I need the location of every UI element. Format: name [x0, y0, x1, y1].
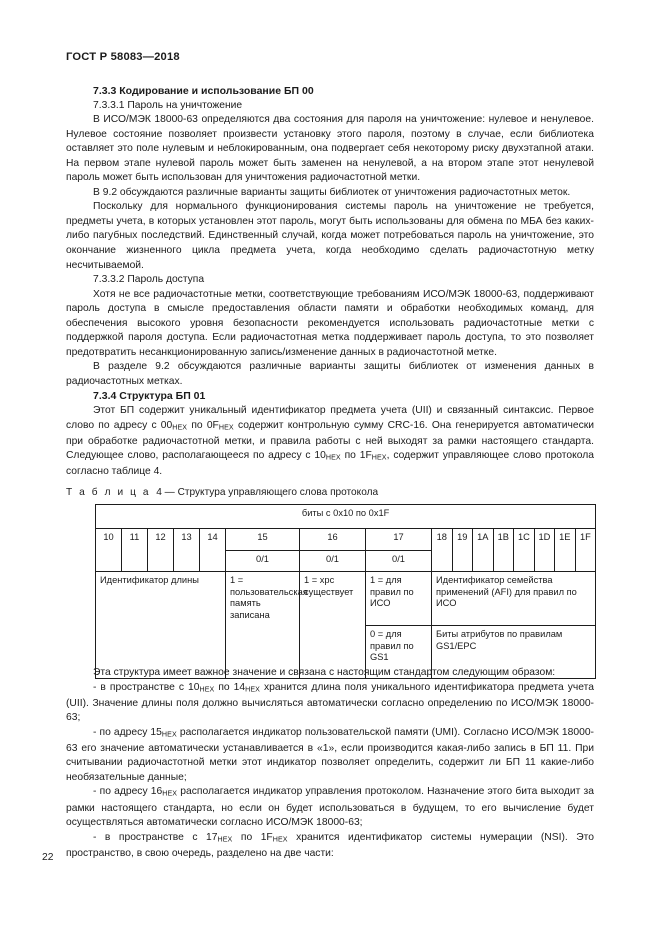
addr-cell-1C: 1C: [514, 529, 535, 572]
hex-subscript: HEX: [371, 453, 387, 462]
hex-subscript: HEX: [217, 835, 233, 844]
bit-value-17: 0/1: [366, 551, 432, 572]
cell-user-memory-written: 1 = пользовательская память записана: [226, 572, 300, 679]
text-run-2: располагается индикатор управления протоколом. Назначение этого бита выходит за рамки настоящего стандарта, но если он будет использоваться в будущем, то его вычисление будет осуществляться автоматически согласно ИСО/МЭК 18000-63;: [66, 786, 594, 829]
paragraph-bank-01-structure: [66, 404, 594, 480]
cell-afi-iso: Идентификатор семейства применений (AFI) для правил по ИСО: [432, 572, 596, 626]
text-run-3: хранится длина поля уникального идентификатора предмета учета (UII). Значение длины поля должно вычисляться автоматически согласно определению по ИСО/МЭК 18000-63;: [66, 681, 594, 724]
heading-7-3-4: 7.3.4 Структура БП 01: [93, 390, 206, 403]
addr-cell-18: 18: [432, 529, 453, 572]
text-run-2: по 0F: [187, 419, 219, 431]
text-run-4: по 1F: [340, 450, 372, 462]
table-row: [96, 529, 596, 551]
addr-cell-12: 12: [148, 529, 174, 572]
addr-cell-1F: 1F: [575, 529, 596, 572]
table-row: [96, 572, 596, 626]
hex-subscript: HEX: [162, 790, 178, 799]
cell-xpc-exists: 1 = хрс существует: [300, 572, 366, 679]
table-caption-number: 4: [156, 487, 162, 498]
cell-gs1-epc-attributes: Биты атрибутов по правилам GS1/EPC: [432, 626, 596, 679]
addr-cell-19: 19: [452, 529, 473, 572]
text-run-1: - по адресу 15: [93, 726, 162, 738]
text-run-1: - в пространстве с 10: [93, 681, 200, 693]
paragraph-kill-password-usage: Поскольку для нормального функционирования системы пароль на уничтожение не требуется, предметы учета, в которых установлен этот пароль, могут быть использованы для обмена по МБА без каких-либо пагубных последствий. Единственный случай, когда может потребоваться пароль на уничтожение, это окончание жизненного цикла предмета учета, когда необходимо сделать радиочастотную метку несчитываемой.: [66, 201, 594, 271]
addr-cell-15: 15: [226, 529, 300, 551]
hex-subscript: HEX: [325, 453, 341, 462]
cell-length-identifier: Идентификатор длины: [96, 572, 226, 679]
text-run-1: - по адресу 16: [93, 786, 163, 798]
hex-subscript: HEX: [172, 423, 188, 432]
page-number: 22: [42, 852, 54, 863]
addr-cell-10: 10: [96, 529, 122, 572]
text-run-5: , содержит управляющее слово протокола согласно таблице 4.: [66, 450, 594, 478]
text-run-3: хранится идентификатор системы нумерации (NSI). Это пространство, в свою очередь, разделено на две части:: [66, 831, 594, 859]
addr-cell-1B: 1B: [493, 529, 514, 572]
addr-cell-16: 16: [300, 529, 366, 551]
heading-7-3-3: 7.3.3 Кодирование и использование БП 00: [93, 85, 314, 97]
heading-7-3-3-2: 7.3.3.2 Пароль доступа: [93, 274, 205, 286]
addr-cell-17: 17: [366, 529, 432, 551]
bit-value-15: 0/1: [226, 551, 300, 572]
hex-subscript: HEX: [272, 835, 288, 844]
paragraph-uii-length: [66, 681, 594, 726]
addr-cell-13: 13: [174, 529, 200, 572]
cell-iso-rules: 1 = для правил по ИСО: [366, 572, 432, 626]
hex-subscript: HEX: [245, 685, 260, 694]
addr-cell-11: 11: [122, 529, 148, 572]
bit-value-16: 0/1: [300, 551, 366, 572]
addr-cell-1E: 1E: [555, 529, 576, 572]
page-header: ГОСТ Р 58083—2018: [66, 51, 180, 63]
addr-cell-1D: 1D: [534, 529, 555, 572]
text-run-1: Этот БП содержит уникальный идентификатор предмета учета (UII) и связанный синтаксис. Первое слово по адресу с 00: [66, 405, 594, 431]
header-bit-range: биты с 0x10 по 0x1F: [96, 505, 596, 529]
text-run-1: - в пространстве с 17: [93, 831, 218, 843]
text-run-2: располагается индикатор пользовательской памяти (UMI). Согласно ИСО/МЭК 18000-63 его значение автоматически устанавливается в «1», если производится какая-либо запись в БП 11. При считывании радиочастотной метки этот индикатор позволяет определить, содержит ли БП 11 какие-либо необязательные данные;: [66, 726, 594, 783]
document-body: [66, 84, 594, 480]
addr-cell-1A: 1A: [473, 529, 494, 572]
document-body-lower: [66, 666, 594, 861]
text-run-2: по 1F: [232, 831, 273, 843]
paragraph-ref-9-2-kill: В 9.2 обсуждаются различные варианты защиты библиотек от уничтожения радиочастотных меток.: [93, 186, 571, 198]
table-caption-text: Структура управляющего слова протокола: [177, 487, 379, 498]
paragraph-ref-9-2-change: В разделе 9.2 обсуждаются различные варианты защиты библиотек от изменения данных в радиочастотных метках.: [66, 361, 594, 387]
addr-cell-14: 14: [200, 529, 226, 572]
table-caption-prefix: Т а б л и ц а: [66, 487, 151, 498]
heading-7-3-3-1: 7.3.3.1 Пароль на уничтожение: [93, 99, 243, 111]
table-caption: [66, 487, 378, 498]
table-row: [96, 505, 596, 529]
text-run-2: по 14: [214, 681, 246, 693]
hex-subscript: HEX: [199, 685, 215, 694]
paragraph-nsi: [66, 831, 594, 862]
paragraph-protocol-control-indicator: [66, 785, 594, 830]
hex-subscript: HEX: [161, 730, 177, 739]
paragraph-kill-password: В ИСО/МЭК 18000-63 определяются два состояния для пароля на уничтожение: нулевое и ненулевое. Нулевое состояние позволяет произвести установку этого пароля, поэтому в случае, если библиотека оставляет это поле нулевым и неблокированным, она подвергает себя некоторому риску двухэтапной атаки. На первом этапе нулевой пароль может быть заменен на ненулевой, а на втором этапе этот ненулевой пароль может быть использован для уничтожения радиочастотной метки.: [66, 114, 594, 184]
table-caption-dash: —: [164, 487, 175, 498]
text-run-3: содержит контрольную сумму CRC-16. Она генерируется автоматически при обработке радиочастотной метки, и правила работы с ней выходят за рамки настоящего стандарта. Следующее слово, располагающееся по адресу с 10: [66, 419, 595, 462]
paragraph-structure-importance: Эта структура имеет важное значение и связана с настоящим стандартом следующим образом:: [93, 667, 556, 678]
cell-gs1-rules: 0 = для правил по GS1: [366, 626, 432, 679]
protocol-word-table: [95, 504, 596, 679]
paragraph-umi-indicator: [66, 726, 594, 786]
paragraph-access-password: Хотя не все радиочастотные метки, соответствующие требованиям ИСО/МЭК 18000-63, поддерживают пароль доступа в смысле предоставления области памяти и обработки необходимых команд, для обеспечения высокого уровня безопасности рекомендуется использовать радиочастотные метки с поддержкой пароля доступа. Если радиочастотная метка поддерживает пароль доступа, то это позволяет предотвратить несанкционированную запись/изменение данных в радиочастотной метке.: [66, 288, 594, 358]
protocol-word-table-wrapper: [95, 504, 595, 679]
hex-subscript: HEX: [218, 423, 234, 432]
